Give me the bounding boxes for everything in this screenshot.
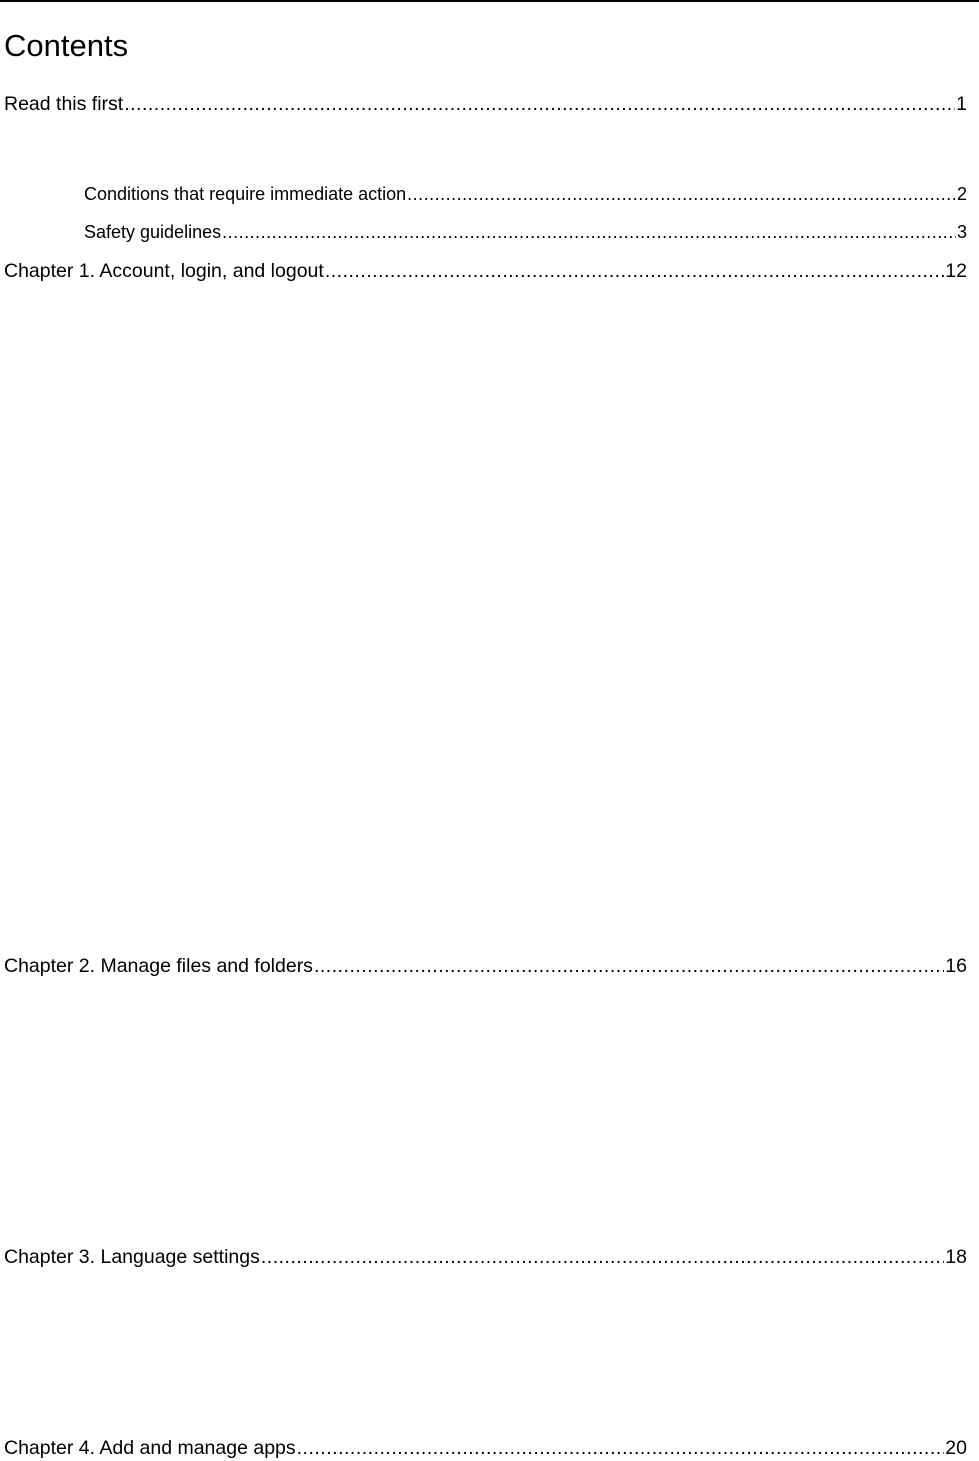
toc-page-number: 3 xyxy=(956,222,967,242)
toc-page-number: 1 xyxy=(956,93,967,115)
toc-leader-dots xyxy=(407,182,956,206)
toc-entry-label: Chapter 3. Language settings xyxy=(4,1246,260,1268)
toc-leader-dots xyxy=(297,1435,945,1461)
toc-page-number: 16 xyxy=(945,955,967,977)
top-rule xyxy=(0,0,979,2)
toc-leader-dots xyxy=(325,258,944,284)
toc-page-number: 18 xyxy=(945,1246,967,1268)
toc-entry-label: Safety guidelines xyxy=(84,222,222,242)
toc-entry-label: Conditions that require immediate action xyxy=(84,184,407,204)
toc-entry-conditions[interactable] xyxy=(84,182,967,206)
page-title: Contents xyxy=(4,28,129,63)
toc-entry-safety-guidelines[interactable] xyxy=(84,220,967,244)
toc-entry-label: Chapter 2. Manage files and folders xyxy=(4,955,313,977)
toc-leader-dots xyxy=(222,220,956,244)
toc-entry-read-this-first[interactable] xyxy=(4,91,967,117)
toc-entry-chapter-3[interactable] xyxy=(4,1244,967,1270)
toc-leader-dots xyxy=(314,953,944,979)
toc-page-number: 20 xyxy=(945,1437,967,1459)
toc-entry-chapter-4[interactable] xyxy=(4,1435,967,1461)
toc-entry-chapter-2[interactable] xyxy=(4,953,967,979)
toc-leader-dots xyxy=(124,91,955,117)
toc-page-number: 12 xyxy=(945,260,967,282)
toc-leader-dots xyxy=(261,1244,944,1270)
toc-entry-label: Read this first xyxy=(4,93,124,115)
toc-page-number: 2 xyxy=(956,184,967,204)
toc-entry-label: Chapter 4. Add and manage apps xyxy=(4,1437,296,1459)
toc-entry-label: Chapter 1. Account, login, and logout xyxy=(4,260,324,282)
toc-entry-chapter-1[interactable] xyxy=(4,258,967,284)
